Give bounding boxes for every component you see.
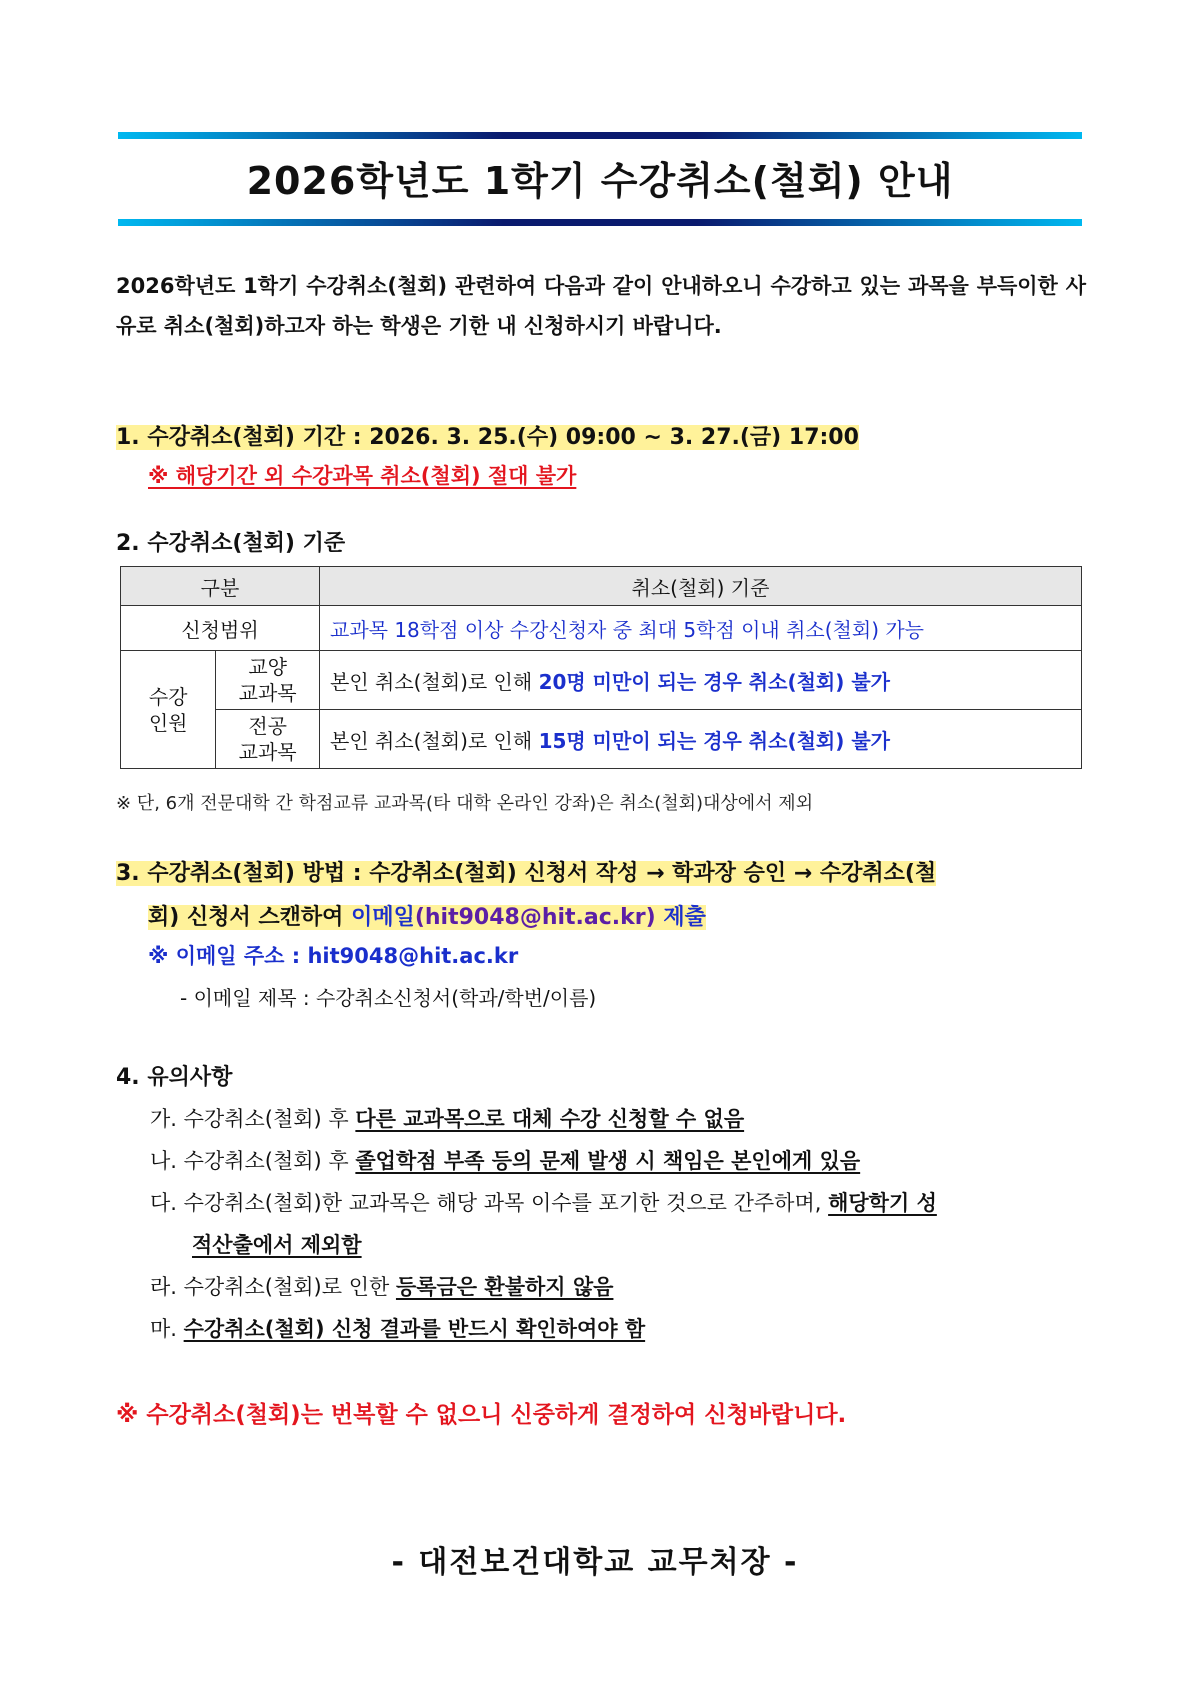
email-address-line: ※ 이메일 주소 : hit9048@hit.ac.kr [148, 944, 519, 968]
major-label-line2: 교과목 [238, 740, 297, 764]
title-rule-top [118, 132, 1082, 139]
intro-paragraph: 2026학년도 1학기 수강취소(철회) 관련하여 다음과 같이 안내하오니 수강하고 있는 과목을 부득이한 사유로 취소(철회)하고자 하는 학생은 기한 내 신청하시기 바랍니다. [116, 274, 1086, 338]
item-prefix: 가. 수강취소(철회) 후 [150, 1107, 356, 1131]
email-label: 이메일 [351, 905, 415, 930]
liberal-text-emph: 20명 미만이 되는 경우 취소(철회) 불가 [538, 669, 890, 694]
list-item [150, 1098, 1090, 1140]
section2-heading: 2. 수강취소(철회) 기준 [116, 531, 346, 556]
major-label-line1: 전공 [248, 714, 287, 738]
row-text-liberal [320, 651, 1082, 710]
list-item [150, 1308, 1090, 1350]
table-row [121, 651, 1082, 710]
title-rule-bottom [118, 219, 1082, 226]
row-text-major [320, 710, 1082, 769]
liberal-text-prefix: 본인 취소(철회)로 인해 [330, 669, 539, 694]
section3-heading [116, 852, 1086, 940]
section3-heading-line2: 회) 신청서 스캔하여 [148, 905, 352, 930]
row-label-liberal [216, 651, 320, 710]
table-header-criteria: 취소(철회) 기준 [320, 567, 1082, 606]
table-header-category: 구분 [121, 567, 320, 606]
item-prefix: 나. 수강취소(철회) 후 [150, 1149, 356, 1173]
major-text-prefix: 본인 취소(철회)로 인해 [330, 728, 539, 753]
item-prefix: 다. 수강취소(철회)한 교과목은 해당 과목 이수를 포기한 것으로 간주하며, [150, 1191, 829, 1215]
email-subject-line: - 이메일 제목 : 수강취소신청서(학과/학번/이름) [180, 986, 597, 1010]
row-text-scope: 교과목 18학점 이상 수강신청자 중 최대 5학점 이내 취소(철회) 가능 [320, 606, 1082, 651]
criteria-table [120, 566, 1082, 769]
group-label-line2: 인원 [148, 710, 188, 735]
final-warning: ※ 수강취소(철회)는 번복할 수 없으니 신중하게 결정하여 신청바랍니다. [116, 1402, 847, 1428]
item-prefix: 마. [150, 1317, 184, 1341]
list-item [150, 1140, 1090, 1182]
document-title: 2026학년도 1학기 수강취소(철회) 안내 [246, 159, 954, 203]
liberal-label-line1: 교양 [248, 655, 287, 679]
signature: - 대전보건대학교 교무처장 - [391, 1545, 799, 1580]
item-emph: 해당학기 성 [828, 1191, 937, 1215]
liberal-label-line2: 교과목 [238, 681, 297, 705]
list-item [150, 1266, 1090, 1308]
major-text-emph: 15명 미만이 되는 경우 취소(철회) 불가 [538, 728, 890, 753]
section1-heading [116, 420, 859, 451]
item-prefix: 라. 수강취소(철회)로 인한 [150, 1275, 396, 1299]
group-label-line1: 수강 [148, 684, 188, 709]
item-emph: 등록금은 환불하지 않음 [395, 1275, 614, 1299]
email-address-paren: (hit9048@hit.ac.kr) [414, 905, 656, 930]
row-label-scope: 신청범위 [121, 606, 320, 651]
list-item [150, 1182, 1090, 1266]
item-emph: 수강취소(철회) 신청 결과를 반드시 확인하여야 함 [183, 1317, 646, 1341]
table-footnote: ※ 단, 6개 전문대학 간 학점교류 교과목(타 대학 온라인 강좌)은 취소(철회)대상에서 제외 [116, 793, 814, 814]
submit-text: 제출 [655, 905, 706, 930]
row-label-major [216, 710, 320, 769]
section1-heading-text: 1. 수강취소(철회) 기간 : 2026. 3. 25.(수) 09:00 ~ 3. 27.(금) 17:00 [116, 425, 859, 450]
section1-note: ※ 해당기간 외 수강과목 취소(철회) 절대 불가 [148, 464, 577, 488]
section3-heading-line1: 3. 수강취소(철회) 방법 : 수강취소(철회) 신청서 작성 → 학과장 승인 → 수강취소(철 [116, 861, 937, 886]
table-row [121, 606, 1082, 651]
row-group-label [121, 651, 216, 769]
section4-heading: 4. 유의사항 [116, 1065, 233, 1090]
table-row [121, 710, 1082, 769]
item-emph: 다른 교과목으로 대체 수강 신청할 수 없음 [355, 1107, 745, 1131]
notice-list [150, 1098, 1090, 1350]
item-emph: 졸업학점 부족 등의 문제 발생 시 책임은 본인에게 있음 [355, 1149, 861, 1173]
item-emph-cont: 적산출에서 제외함 [192, 1233, 362, 1257]
